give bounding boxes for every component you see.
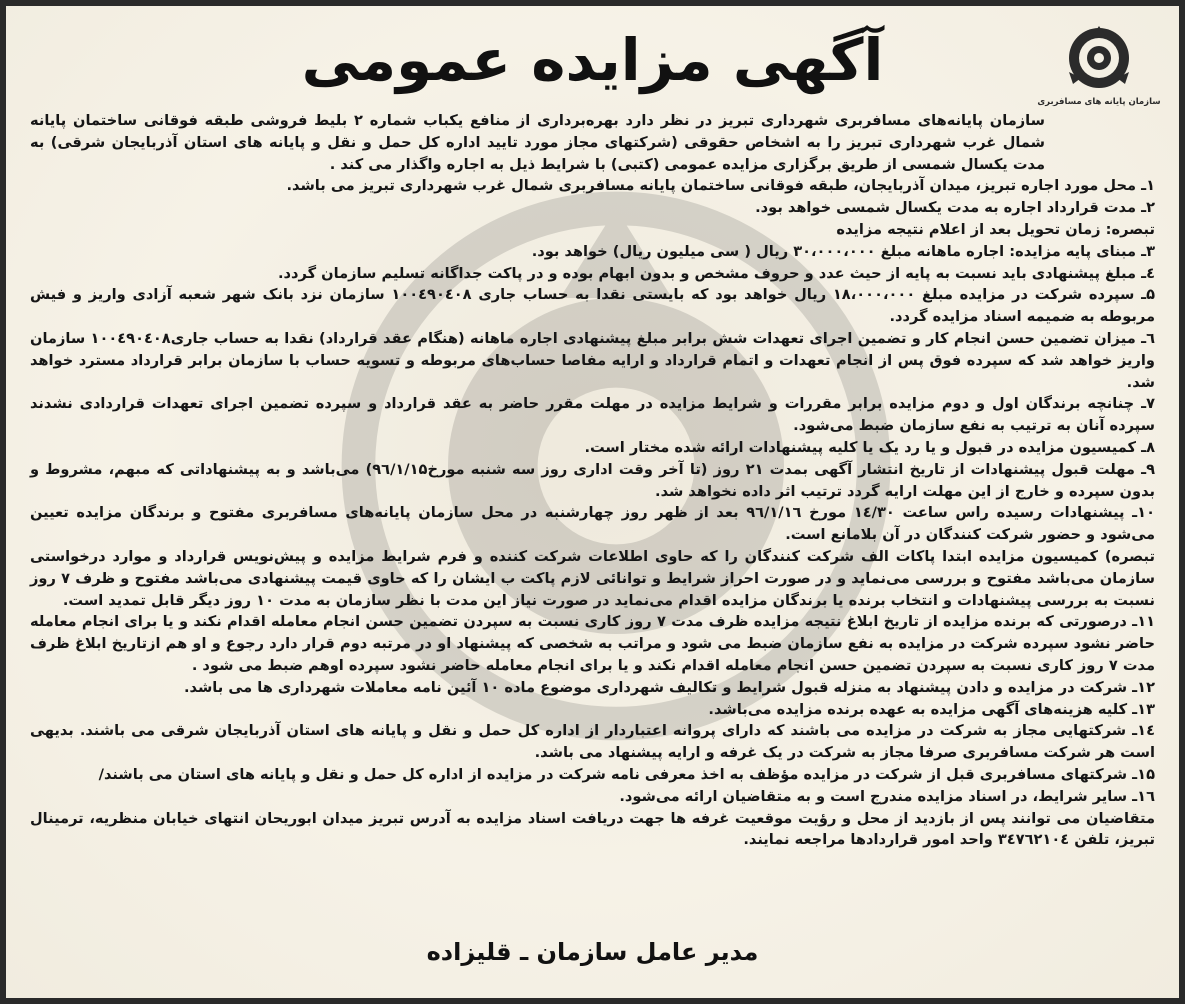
notice-item: ۸ـ کمیسیون مزایده در قبول و یا رد یک یا کلیه پیشنهادات ارائه شده مختار است. (584, 438, 1155, 456)
notice-item: ۷ـ چنانچه برندگان اول و دوم مزایده برابر مقررات و شرایط مزایده در مهلت مقرر حاضر به عقد قرارداد و سپرده تضمین اجرای تعهدات قراردادی نشدند سپرده آنان به ترتیب به نفع سازمان ضبط می‌شود. (30, 395, 1155, 435)
notice-body (30, 110, 1155, 851)
signature-line: مدیر عامل سازمان ـ قلیزاده (426, 938, 759, 966)
notice-item: ۱ـ محل مورد اجاره تبریز، میدان آذربایجان، طبقه فوقانی ساختمان پایانه مسافربری شمال غرب شهرداری تبریز می باشد. (286, 177, 1155, 195)
notice-item: ۱۲ـ شرکت در مزایده و دادن پیشنهاد به منزله قبول شرایط و تکالیف شهرداری موضوع ماده ۱۰ آئین نامه معاملات شهرداری ها می باشد. (183, 678, 1155, 696)
notice-note: تبصره: زمان تحویل بعد از اعلام نتیجه مزایده (836, 220, 1155, 238)
notice-item: ۱۰ـ پیشنهادات رسیده راس ساعت ۱٤/۳۰ مورخ ۹٦/۱/۱٦ بعد از ظهر روز چهارشنبه در محل سازمان پایانه‌های مسافربری مفتوح و برندگان مزایده تعیین می‌شود و حضور شرکت کنندگان در آن بلامانع است. (30, 504, 1155, 544)
notice-item: ٦ـ میزان تضمین حسن انجام کار و تضمین اجرای تعهدات شش برابر مبلغ پیشنهادی اجاره ماهانه (هنگام عقد قرارداد) نقدا به حساب جاری۱۰۰٤۹۰٤۰۸ سازمان واریز خواهد شد که سپرده فوق پس از انجام تعهدات و اتمام قرارداد و ارایه مفاصا حساب‌های مربوطه و تسویه حساب با سازمان برابر قرارداد مسترد خواهد شد. (30, 329, 1155, 391)
notice-intro: سازمان پایانه‌های مسافربری شهرداری تبریز در نظر دارد بهره‌برداری از منافع یکباب شماره ۲ بلیط فروشی طبقه فوقانی ساختمان پایانه شمال غرب شهرداری تبریز را به اشخاص حقوقی (شرکتهای مجاز مورد تایید اداره کل حمل و نقل و پایانه های استان آذربایجان شرقی) به مدت یکسال شمسی از طریق برگزاری مزایده عمومی (کتبی) با شرایط ذیل به اجاره واگذار می کند . (30, 112, 1045, 173)
notice-item: ۵ـ سپرده شرکت در مزایده مبلغ ۱۸،۰۰۰،۰۰۰ ریال خواهد بود که بایستی نقدا به حساب جاری ۱۰۰٤۹۰٤۰۸ سازمان نزد بانک شهر شعبه آزادی واریز و فیش مربوطه به ضمیمه اسناد مزایده گردد. (30, 286, 1155, 326)
notice-item: ۱۵ـ شرکتهای مسافربری قبل از شرکت در مزایده مؤظف به اخذ معرفی نامه شرکت در مزایده از اداره کل حمل و نقل و پایانه های استان می باشند/ (98, 765, 1155, 783)
notice-title: آگهی مزایده عمومی (301, 26, 884, 94)
notice-note: تبصره) کمیسیون مزایده ابتدا پاکات الف شرکت کنندگان را که حاوی اطلاعات شرکت کننده و فرم شرایط مزایده و پیش‌نویس قرارداد و موارد درخواستی سازمان می‌باشد مفتوح و بررسی می‌نماید و در صورت احراز شرایط و توانائی لازم پاکت ب ایشان را که حاوی قیمت پیشنهادی می‌باشد مفتوح و ظرف ۷ روز نسبت به بررسی پیشنهادات و انتخاب برنده یا برندگان مزایده اقدام می‌نماید در صورت نیاز این مدت با نظر سازمان به مدت ۱۰ روز دیگر قابل تمدید است. (30, 547, 1155, 609)
notice-item: ۳ـ مبنای پایه مزایده: اجاره ماهانه مبلغ ۳۰،۰۰۰،۰۰۰ ریال ( سی میلیون ریال) خواهد بود. (531, 242, 1155, 260)
notice-item: ۲ـ مدت قرارداد اجاره به مدت یکسال شمسی خواهد بود. (755, 199, 1155, 217)
notice-item: ٤ـ مبلغ پیشنهادی باید نسبت به پایه از حیث عدد و حروف مشخص و بدون ابهام بوده و در پاکت جداگانه تسلیم سازمان گردد. (278, 264, 1155, 282)
notice-item: ۱٦ـ سایر شرایط، در اسناد مزایده مندرج است و به متقاضیان ارائه می‌شود. (619, 787, 1155, 805)
notice-item: ۱۳ـ کلیه هزینه‌های آگهی مزایده به عهده برنده مزایده می‌باشد. (708, 700, 1155, 718)
logo-text: سازمان پایانه های مسافربری (1037, 97, 1161, 107)
notice-item: ۱۱ـ درصورتی که برنده مزایده از تاریخ ابلاغ نتیجه مزایده ظرف مدت ۷ روز کاری نسبت به سپردن تضمین حسن انجام معامله اقدام نکند و یا برای انجام معامله حاضر نشود سپرده شرکت در مزایده به نفع سازمان ضبط می شود و مراتب به شخصی که پیشنهاد او در مرتبه دوم قرار دارد رجوع و او هم ازتاریخ ابلاغ ظرف مدت ۷ روز کاری نسبت به سپردن تضمین حسن انجام معامله اقدام نکند و یا برای انجام معامله حاضر نشود سپرده اوهم ضبط می شود . (30, 613, 1156, 674)
notice-item: ۱٤ـ شرکتهایی مجاز به شرکت در مزایده می باشند که دارای پروانه اعتباردار از اداره کل حمل و نقل و پایانه های استان آذربایجان شرقی می باشند. بدیهی است هر شرکت مسافربری صرفا مجاز به شرکت در یک غرفه و ارایه پیشنهاد می باشد. (30, 722, 1155, 762)
notice-item: ۹ـ مهلت قبول پیشنهادات از تاریخ انتشار آگهی بمدت ۲۱ روز (تا آخر وقت اداری روز سه شنبه مورخ۹٦/۱/۱۵) می‌باشد و به پیشنهاداتی که مبهم، مشروط و بدون سپرده و خارج از این مهلت ارایه گردد ترتیب اثر داده نخواهد شد. (30, 460, 1155, 500)
notice-contact: متقاضیان می توانند پس از بازدید از محل و رؤیت موقعیت غرفه ها جهت دریافت اسناد مزایده به آدرس تبریز میدان ابوریحان انتهای خیابان منظریه، ترمینال تبریز، تلفن ۳٤۷٦۲۱۰٤ واحد امور قراردادها مراجعه نمایند. (30, 809, 1155, 849)
